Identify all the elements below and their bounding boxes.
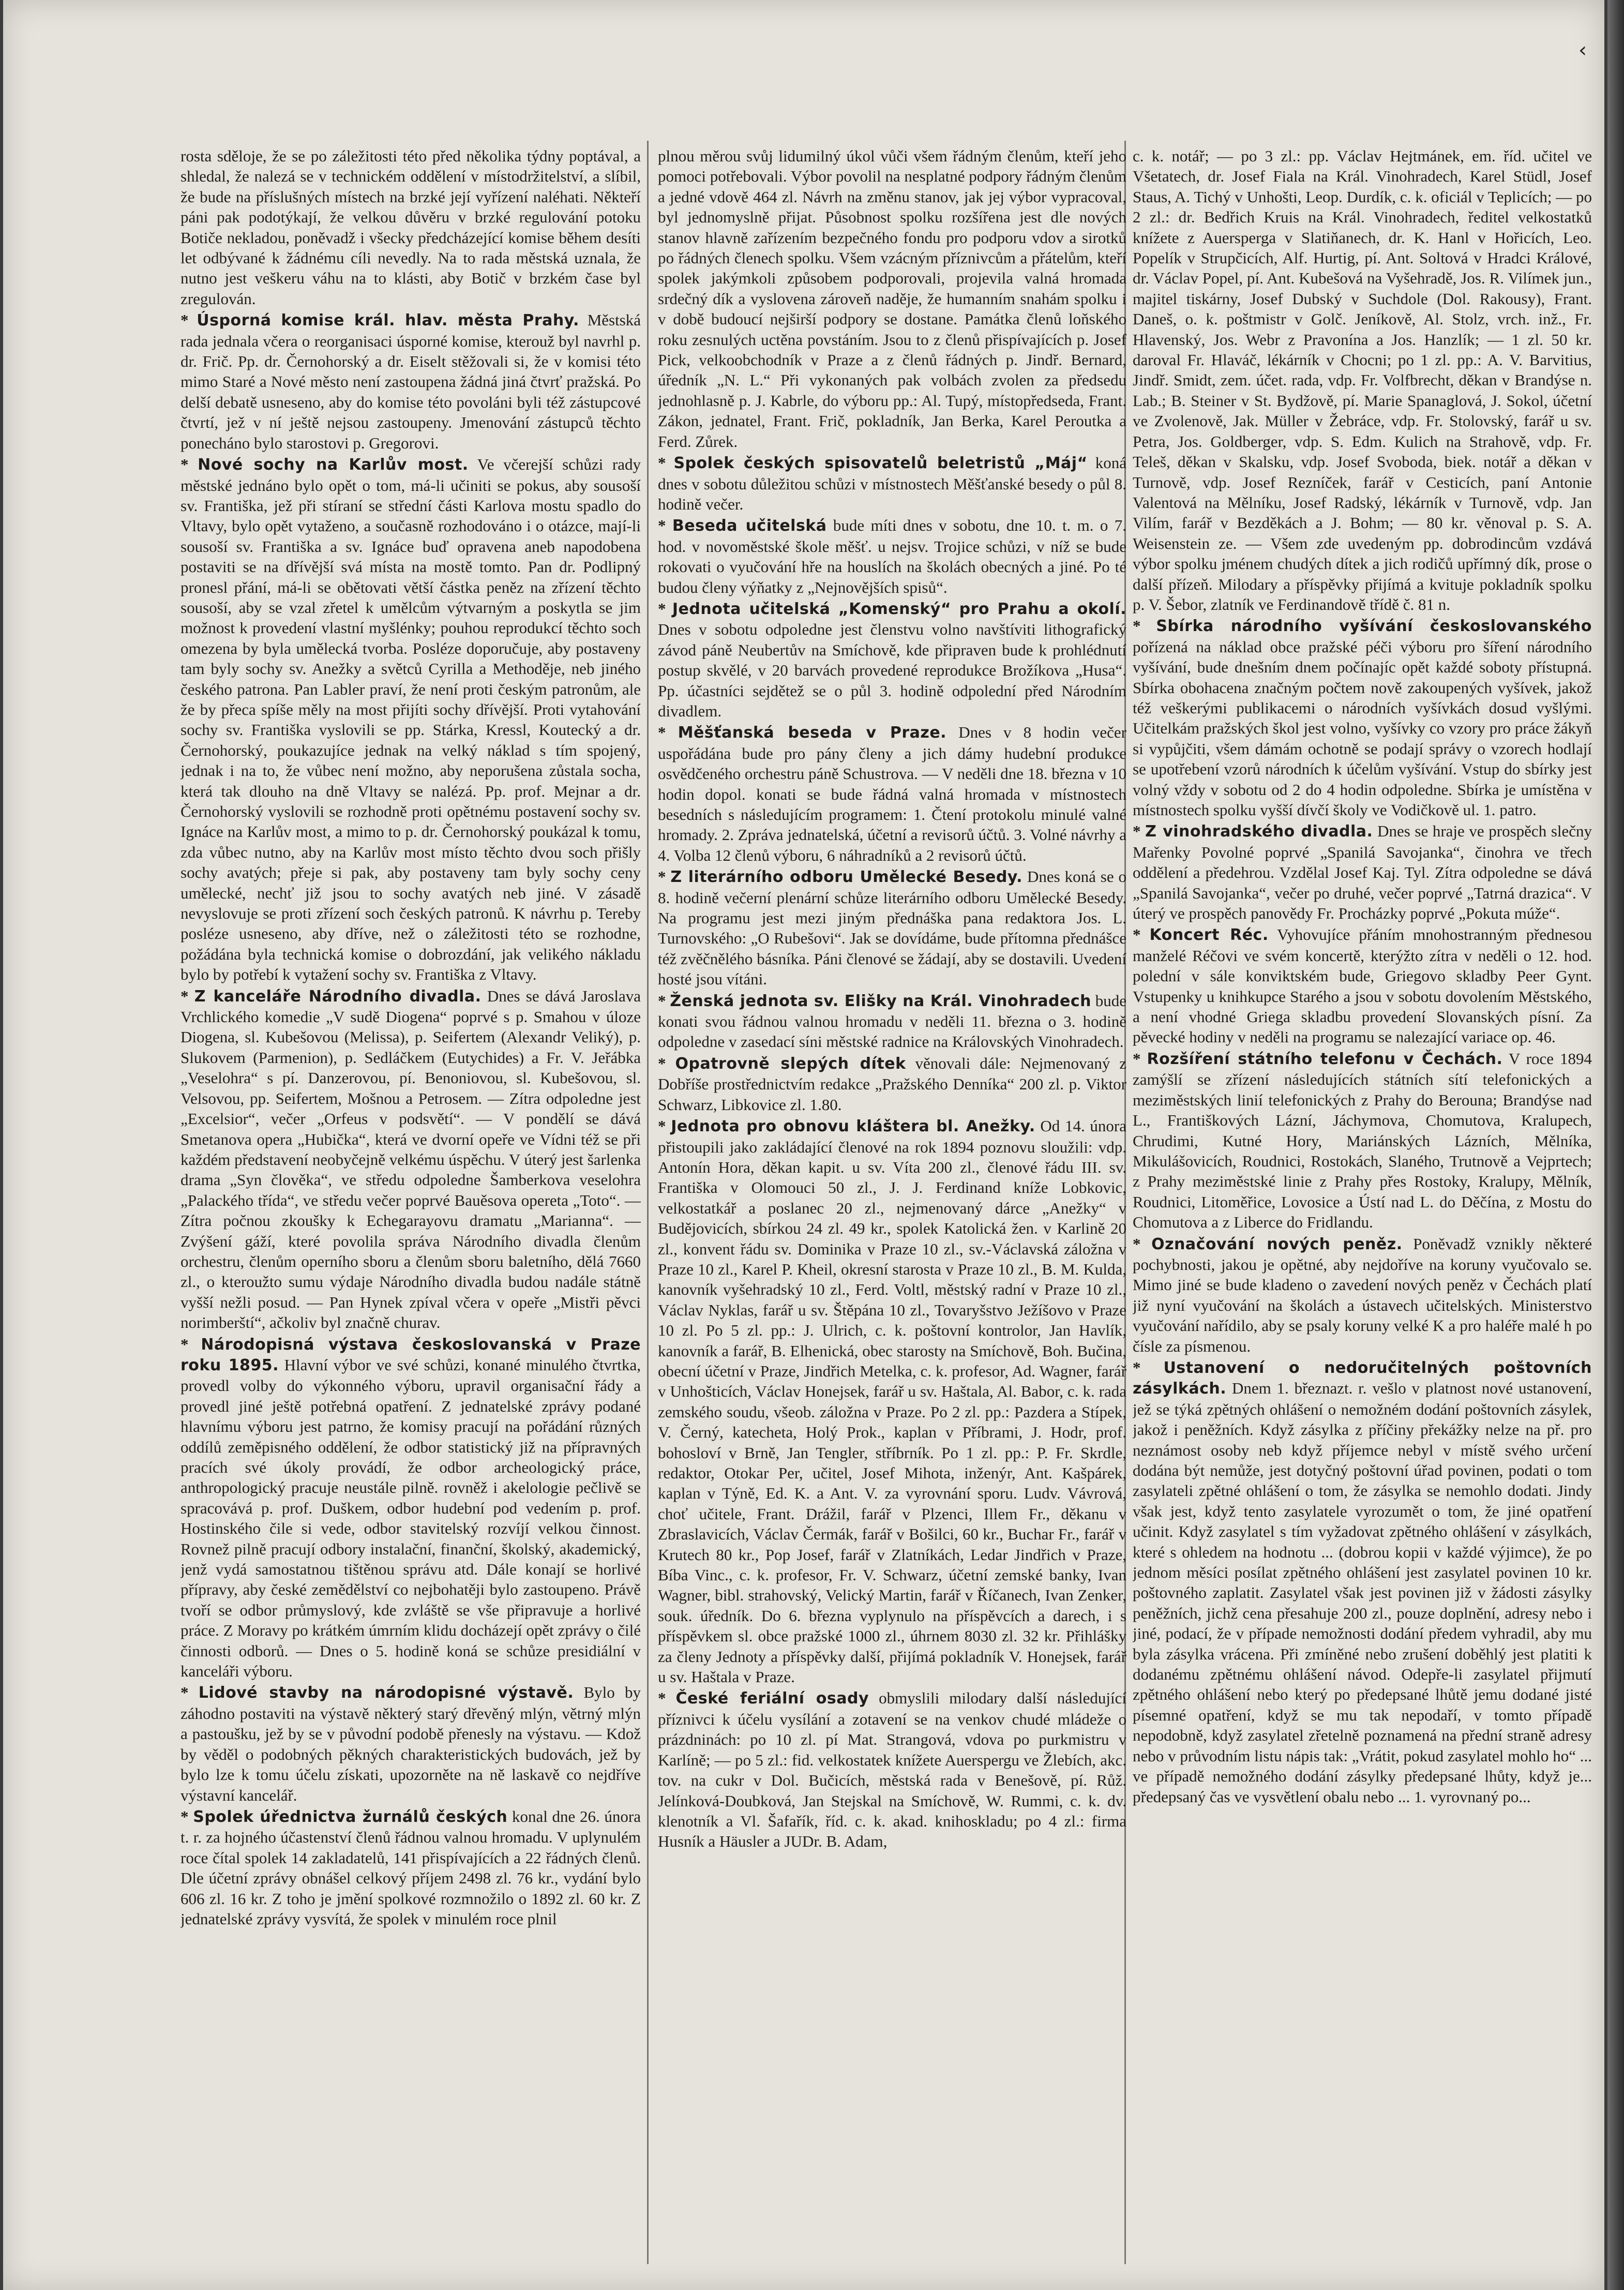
bullet-mark: * (1133, 822, 1146, 841)
article-text: Poněvadž vznikly některé pochybnosti, jakou je opětné, aby nejdoříve na koruny vyučovalo se. Mimo jiné se bude kladeno o zavedení nových peněz v Čechách platí již nyní vyučování na školách a ústavech učitelských. Ministerstvo vyučování nařídilo, aby se psaly koruny velké K a pro haléře malé h po čísle za písmenou. (1133, 1234, 1592, 1355)
article-headline: Z kanceláře Národního divadla. (194, 987, 482, 1006)
article-headline: Národopisná výstava českoslovanská v Praze roku 1895. (181, 1335, 641, 1374)
article-text: konal dne 26. února t. r. za hojného účastenství členů řádnou valnou hromadu. V uplynulém roce čítal spolek 14 zakladatelů, 141 přispívajících a 22 řádných členů. Dle účetní zprávy obnášel celkový příjem 2498 zl. 76 kr., vydání bylo 606 zl. 16 kr. Z toho je jmění spolkové rozmnožilo o 1892 zl. 60 kr. Z jednatelské zprávy vysvítá, že spolek v minulém roce plnil (181, 1807, 641, 1928)
article-headline: Označování nových peněz. (1151, 1235, 1403, 1253)
article-headline: Ženská jednota sv. Elišky na Král. Vinohradech (670, 992, 1091, 1010)
article-text: Dnes koná se o 8. hodině večerní plenární schůze literárního odboru Umělecké Besedy. Na programu jest mezi jiným přednáška pana redaktora Jos. L. Turnovského: „O Rubešovi“. Jak se dovídáme, bude přítomna přednášce též zvěčnělého básníka. Páni členové se žádají, aby se dostavili. Uvedení hosté jsou vítáni. (658, 867, 1126, 989)
article-headline: Nové sochy na Karlův most. (198, 456, 469, 474)
article-text: věnovali dále: Nejmenovaný z Dobříše prostřednictvím redakce „Pražského Denníka“ 200 zl. p. Viktor Schwarz, Libkovice zl. 1.80. (658, 1054, 1126, 1114)
bullet-mark: * (658, 454, 674, 472)
article-item (658, 722, 1126, 865)
article-item (658, 453, 1126, 514)
article-headline: Sbírka národního vyšívání českoslovanského (1156, 617, 1592, 636)
bullet-mark: * (658, 1689, 676, 1708)
article-headline: Jednota učitelská „Komenský“ pro Prahu a okolí. (672, 600, 1126, 618)
article-text: Dnem 1. březnazt. r. vešlo v platnost nové ustanovení, jež se týká zpětných ohlášení o nemožném dodání poštovních zásylek, jakož i peněžních. Když zásylka z příčiny překážky nelze na př. pro neznámost osoby neb když příjemce nebyl v místě svého určení dodána být nemůže, jest dotyčný poštovní úřad povinen, podati o tom zasylateli zpětné ohlášení o tom, že zásylka se nemohlo dodati. Jindy však jest, když tento zasylatele vyrozumět o tom, že jiné opatření učinit. Když zasylatel s tím vyžadovat zpětného ohlášení v zásylkách, které s ohledem na hodnotu ... (dobrou kopii v každé výjimce), že po jednom měsíci posílat zpětného ohlášení jest zasylatel povinen 10 kr. poštovného zaplatit. Zasylatel však jest povinen již v žádosti zásylky peněžních, jichž cena přesahuje 200 zl., pouze doplnění, adresy nebo i jiné, podací, že v případe nemožnosti dodání předem vyhradil, aby mu byla zásylka vrácena. Při zmíněné nebo zrušení doběhlý jest platiti k dodanému zpětnému ohlášení návod. Odepře-li zasylatel přijmutí zpětného ohlášení nebo který po předepsané lhůtě jemu dodané jisté písemné opatření, když se mu tak nepodaří, v tomto případě nepodobně, když zasylatel zřetelně poznamená na přední straně adresy nebo v průvodním listu nápis tak: „Vrátit, pokud zasylatel mohlo ho“ ... ve případě nemožného dodání zásylky předepsané lhůty, když je... předepsaný čas ve vysvětlení obalu nebo ... 1. vyrovnaný po... (1133, 1379, 1592, 1806)
bullet-mark: * (1133, 1234, 1152, 1253)
column-2 (658, 146, 1126, 2256)
article-item (181, 146, 641, 309)
article-text: Ve včerejší schůzi rady městské jednáno bylo opět o tom, má-li učiniti se pokus, aby sousoší sv. Františka, jež při stíraní se střední části Karlova mostu spadlo do Vltavy, bylo opět vytaženo, a současně rozhodováno i o otázce, mají-li sousoší sv. Františka a sv. Ignáce buď opravena aneb napodobena postaviti se na dřívější svá místa na mostě tomto. Pan dr. Podlipný pronesl přání, má-li se obětovati větší částka peněz na zřízení těchto sousoší, aby se vzal zřetel k umělcům výtvarným a poskytla se jim možnost k provedení vlastní myšlénky; pouhou reprodukcí těchto soch omezena by byla umělecká tvorba. Posléze doporučuje, aby postaveny tam byly sochy sv. Anežky a světců Cyrilla a Methoděje, neb jiného českého patrona. Pan Labler praví, že není proti českým patronům, ale že by přeca spíše měly na most přijíti sochy dřívější. Proti vytahování sochy sv. Františka vyslovili se pp. Stárka, Kressl, Koutecký a dr. Černohorský, poukazujíce jednak na velký náklad s tím spojený, jednak i na to, že vůbec není možno, aby neporušena zůstala socha, která tak dlouho na dně Vltavy se nalézá. Pp. prof. Mejnar a dr. Černohorský vyslovili se rozhodně proti opětnému postavení sochy sv. Ignáce na Karlův most, a mimo to p. dr. Černohorský poukázal k tomu, zda vůbec nutno, aby na Karlův most místo těchto dvou soch přišly sochy avatých; přeje si pak, aby postaveny tam byly sochy ceny umělecké, nechť již jsou to sochy avatých neb jiné. V zásadě nevyslovuje se proti zřízení soch českých patronů. K návrhu p. Tereby posléze usneseno, aby dříve, než o záležitosti této se rozhodne, požádána byla technická komise o dobrozdání, jak velikého nákladu bylo by potřebí k vytažení sochy sv. Františka z Vltavy. (181, 455, 641, 984)
newspaper-page (3, 0, 1604, 2290)
article-item (181, 986, 641, 1333)
bullet-mark: * (658, 867, 671, 886)
bullet-mark: * (1133, 617, 1156, 635)
article-text: Hlavní výbor ve své schůzi, konané minulého čtvrtka, provedl volby do výkonného výboru, upravil organisační řády a provedl jiné ještě potřebná opatření. Z jednatelské zprávy podané hlavnímu výboru jest patrno, že komisy pracují na pořádání různých oddílů zeměpisného oddělení, že odbor statistický již na přípravných pracích své úkoly provádí, že odbor archeologický práce, anthropologický pracuje neustále pilně. rovněž i akelologie pečlivě se spracovává p. prof. Duškem, odbor hudební pod vedením p. prof. Hostinského čile si vede, odbor stavitelský rozvíjí velkou činnost. Rovnež pilně pracují odbory instalační, finanční, školský, akademický, jenž vydá samostatnou tištěnou správu atd. Dále konají se horlivé přípravy, aby české zemědělství co nejbohatěji bylo zastoupeno. Právě tvoří se odbor průmyslový, kde zvláště se vše připravuje a horlivé práce. Z Moravy po krátkém úmrním klidu docházejí opět zprávy o čilé činnosti odborů. — Dnes o 5. hodině koná se schůze presidiální v kanceláři výboru. (181, 1355, 641, 1681)
bullet-mark: * (181, 1807, 193, 1825)
bullet-mark: * (181, 311, 197, 330)
article-item (181, 454, 641, 985)
article-text: Městská rada jednala včera o reorganisaci úsporné komise, kterouž byl navrhl p. dr. Frič. Pp. dr. Černohorský a dr. Eiselt stěžovali si, že v komisi této mimo Staré a Nové město není zastoupena žádná jiná čtvrť pražská. Po delší debatě usneseno, aby do komise této povoláni byli též zástupcové čtvrtí, jež v ní ještě nejsou zastoupeny. Jmenování zástupců těchto ponecháno bylo starostovi p. Gregorovi. (181, 311, 641, 452)
article-item (181, 310, 641, 453)
article-text: Dnes v sobotu odpoledne jest členstvu volno navštíviti lithografický závod páně Neubertův na Smíchově, kde připraven bude k prohlédnutí postup skvělé, v 20 barvách provedené reprodukce Brožíkova „Husa“. Pp. účastníci sejdětež se o půl 3. hodině odpolední před Národním divadlem. (658, 620, 1126, 720)
article-item (658, 146, 1126, 452)
article-item (658, 1053, 1126, 1115)
article-headline: Úsporná komise král. hlav. města Prahy. (197, 311, 579, 330)
bullet-mark: * (181, 986, 194, 1005)
article-text: bude konati svou řádnou valnou hromadu v neděli 11. března o 3. hodině odpoledne v zasedací síni městské radnice na Královských Vinohradech. (658, 991, 1126, 1051)
bullet-mark: * (658, 1117, 671, 1135)
bullet-mark: * (658, 991, 670, 1010)
article-item (181, 1334, 641, 1682)
article-headline: Jednota pro obnovu kláštera bl. Anežky. (671, 1117, 1035, 1136)
article-headline: Z vinohradského divadla. (1145, 822, 1373, 841)
article-headline: Měšťanská beseda v Praze. (678, 724, 947, 742)
article-item (181, 1682, 641, 1805)
bullet-mark: * (181, 455, 198, 474)
bullet-mark: * (658, 1054, 675, 1072)
article-headline: Spolek českých spisovatelů beletristů „Máj“ (673, 454, 1088, 473)
article-text: obmyslili milodary další následující příznivci k účelu vysílání a zotavení se na venkov chudé mládeže o prázdninách: po 10 zl. pí Mat. Strangová, vdova po purkmistru v Karlíně; — po 5 zl.: fid. velkostatek knížete Auerspergu ve Žlebích, akc. tov. na cukr v Dol. Bučicích, městská rada v Benešově, pí. Růž. Jelínková-Doubková, Jan Stejskal na Smíchově, W. Rummi, c. k. dv. klenotník a Vl. Šafařík, říd. c. k. akad. knihoskladu; po 4 zl.: firma Husník a Häusler a JUDr. B. Adam, (658, 1689, 1126, 1851)
article-headline: Lidové stavby na národopisné výstavě. (198, 1684, 574, 1702)
column-rule (647, 141, 649, 2264)
bullet-mark: * (1133, 1358, 1164, 1376)
article-text: Vyhovujíce přáním mnohostranným přednesou manželé Réčovi ve svém koncertě, kterýžto zítra v neděli o 12. hod. polední v sále konviktském bude, Griegovo skladby Peer Gynt. Vstupenky u knihkupce Starého a jsou v sobotu dovolením Městského, a není vhodné Griega skladbu provedení Slovanských písní. Za pěvecké hodiny v neděli na programu se nalezající variace op. 46. (1133, 925, 1592, 1046)
page-edge (1607, 0, 1624, 2290)
article-item (1133, 924, 1592, 1047)
article-headline: Z literárního odboru Umělecké Besedy. (670, 868, 1023, 887)
article-headline: Koncert Réc. (1149, 926, 1269, 945)
article-text: plnou měrou svůj lidumilný úkol vůči všem řádným členům, kteří jeho pomoci potřebovali. Výbor povolil na nesplatné podpory řádným členům a jedné vdově 464 zl. Návrh na změnu stanov, jak jej výbor vypracoval, byl jednomyslně přijat. Působnost spolku rozšířena jest dle nových stanov hlavně zařízením bezpečného fondu pro podporu vdov a sirotků po řádných členech spolku. Všem vzácným příznivcům a přátelům, kteří spolek jakýmkoli způsobem podporovali, projevila valná hromada srdečný dík a vyslovena zároveň naděje, že humanním snahám spolku i v době budoucí nejširší podpory se dostane. Památka členů loňského roku zesnulých uctěna povstáním. Jsou to z členů přispívajících p. Josef Pick, velkoobchodník v Praze a z členů řádných p. Jindř. Bernard, úředník „N. L.“ Při vykonaných pak volbách zvolen za předsedu jednohlasně p. J. Kabrle, do výboru pp.: Al. Tupý, místopředseda, Frant. Zákon, jednatel, Frant. Frič, pokladník, Jan Berka, Karel Peroutka a Ferd. Zůrek. (658, 147, 1126, 451)
bullet-mark: * (658, 723, 678, 742)
column-3 (1133, 146, 1592, 2256)
article-item (658, 1116, 1126, 1687)
article-item (658, 991, 1126, 1052)
article-text: Dnes v 8 hodin večer uspořádána bude pro pány členy a jich dámy hudební produkce osvědčeného orchestru páně Schustrova. — V neděli dne 18. března v 10 hodin dopol. konati se bude řádná valná hromada v místnostech besedních s následujícím programem: 1. Čtení protokolu minulé valné hromady. 2. Zpráva jednatelská, účetní a revisorů účtů. 3. Volné návrhy a 4. Volba 12 členů výboru, 6 náhradníků a 2 revisorů účtů. (658, 723, 1126, 864)
article-item (1133, 616, 1592, 820)
bullet-mark: * (1133, 925, 1150, 944)
article-text: V roce 1894 zamýšlí se zřízení následujících státních sítí telefonických a meziměstských linií telefonických z Prahy do Berouna; Brandýse nad L., Františkových Lázní, Jáchymova, Chomutova, Kralupech, Chrudimi, Kutné Hory, Mariánských Lázních, Mělníka, Mikulášovicích, Roudnici, Rostokách, Slaného, Trutnově a Vejprtech; z Prahy meziměstské linie z Prahy přes Rostoky, Kralupy, Mělník, Roudnici, Litoměřice, Lovosice a Ústí nad L. do Děčína, z Mostu do Chomutova a z Liberce do Fridlandu. (1133, 1049, 1592, 1232)
article-item (658, 598, 1126, 721)
article-item (1133, 1357, 1592, 1807)
bullet-mark: * (658, 599, 672, 618)
article-item (181, 1806, 641, 1929)
article-text: pořízená na náklad obce pražské péči výboru pro šíření národního vyšívání, bude dnešním dnem počínajíc opět každé soboty přístupná. Sbírka obohacena značným počtem nově zakoupených vyšívek, jakož též veškerými publikacemi o národních vyšívkách dosud vyšlými. Učitelkám pražských škol jest volno, vyšívky co vzory pro práce žákyň si vypůjčiti, všem dámám ochotně se podají správy o vzorech hodlají se upotřebení vzorů národních k účelům vyšívání. Vstup do sbírky jest volný vždy v sobotu od 2 do 4 hodin odpoledne. Sbírka je umístěna v místnostech spolku vyšší dívčí školy ve Vodičkově ul. 1. patro. (1133, 637, 1592, 819)
bullet-mark: * (181, 1335, 201, 1353)
article-headline: Ustanovení o nedoručitelných poštovních zásylkách. (1133, 1358, 1592, 1398)
article-text: c. k. notář; — po 3 zl.: pp. Václav Hejtmánek, em. říd. učitel ve Všetatech, dr. Josef Fiala na Král. Vinohradech, Karel Stüdl, Josef Staus, A. Tichý v Unhošti, Leop. Durdík, c. k. oficiál v Teplicích; — po 2 zl.: dr. Bedřich Kruis na Král. Vinohradech, ředitel velkostatků knížete z Auersperga v Slatiňanech, dr. K. Hanl v Hořicích, Leo. Popelík v Strupčicích, Alf. Hurtig, pí. Ant. Soltová v Hradci Králové, dr. Václav Popel, pí. Ant. Kubešová na Vyšehradě, Jos. R. Vilímek jun., majitel tiskárny, Josef Dubský v Suchdole (Dol. Rakousy), Frant. Daneš, o. k. poštmistr v Golč. Jeníkově, Al. Stolz, vrch. inž., Fr. Hlavenský, Jos. Webr z Pravonína a Jos. Hanzlík; — 1 zl. 50 kr. daroval Fr. Hlaváč, lékárník v Chocni; po 1 zl. pp.: A. V. Barvitius, Jindř. Smidt, zem. účet. rada, vdp. Fr. Volfbrecht, děkan v Brandýse n. Lab.; B. Steiner v St. Bydžově, pí. Marie Spanaglová, J. Sokol, účetní ve Zvolenově, Jak. Müller v Žebráce, vdp. Fr. Stolovský, farář u sv. Petra, Jos. Goldberger, vdp. S. Edm. Kulich na Strahově, vdp. Fr. Teleš, děkan v Skalsku, vdp. Josef Svoboda, biek. notář a děkan v Turnově, vdp. Josef Rezníček, farář v Cesticích, paní Antonie Valentová na Mělníku, Josef Radský, lékárník v Turnově, vdp. Jan Vilím, farář v Bezděkách a J. Bohm; — 80 kr. věnoval p. S. A. Weisenstein ze. — Všem zde uvedeným pp. dobrodincům vzdává výbor spolku jménem chudých dítek a jich rodičů upřímný dík, prose o další přízeň. Milodary a příspěvky přijímá a kvituje pokladník spolku p. V. Šebor, zlatník ve Ferdinandově třídě č. 81 n. (1133, 147, 1592, 613)
bullet-mark: * (181, 1683, 199, 1702)
article-headline: Beseda učitelská (672, 517, 827, 535)
column-1 (181, 146, 641, 2256)
article-headline: Spolek úřednictva žurnálů českých (193, 1807, 508, 1826)
bullet-mark: * (658, 516, 672, 535)
article-item (658, 515, 1126, 597)
article-text: bude míti dnes v sobotu, dne 10. t. m. o 7. hod. v novoměstské škole měšť. u nejsv. Trojice schůzi, v níž se bude rokovati o vyučování hře na houslích na školách obecných a jiné. Po té budou členy výňatky z „Nejnovějších spisů“. (658, 516, 1126, 596)
article-text: koná dnes v sobotu důležitou schůzi v místnostech Měšťanské besedy o půl 8. hodině večer. (658, 454, 1126, 513)
article-text: Od 14. února přistoupili jako zakládající členové na rok 1894 poznovu sloužili: vdp. Antonín Hora, děkan kapit. u sv. Víta 200 zl., členové řádu III. sv. Františka v Olomouci 50 zl., J. J. Ferdinand kníže Lobkovic, velkostatkář a poslanec 20 zl., nejmenovaný dárce „Anežky“ v Budějovicích, sbírkou 24 zl. 49 kr., spolek Katolická žen. v Karlině 20 zl., konvent řádu sv. Dominika v Praze 10 zl., sv.-Václavská záložna v Praze 10 zl., Karel P. Kheil, okresní starosta v Praze 10 zl., B. M. Kulda, kanovník vyšehradský 10 zl., Ferd. Voltl, městský radní v Praze 10 zl., Václav Nyklas, farář u sv. Štěpána 10 zl., Tovaryšstvo Ježíšovo v Praze 10 zl. Po 5 zl. pp.: J. Ulrich, c. k. poštovní kontrolor, Jan Havlík, kanovník a farář, B. Elhenická, obec starosty na Smíchově, Boh. Bučina, obecní účetní v Praze, Jindřich Metelka, c. k. profesor, Ad. Wagner, farář v Unhošticích, Václav Honejsek, farář u sv. Haštala, Al. Babor, c. k. rada zemského soudu, všeob. záložna v Praze. Po 2 zl. pp.: Pazdera a Stípek, V. Černý, katecheta, Holý Prok., kaplan v Příbrami, J. Hodr, prof. bohosloví v Brně, Jan Tengler, stříbrník. Po 1 zl. pp.: P. Fr. Skrdle, redaktor, Otokar Per, učitel, Josef Mihota, inženýr, Ant. Kašpárek, kaplan v Týně, Ed. K. a Ant. V. za vyrovnání sporu. Ludv. Vávrová, choť učitele, Frant. Drážil, farář v Plzenci, Illem Fr., děkanu v Zbraslavicích, Václav Čermák, farář v Bošilci, 60 kr., Buchar Fr., farář v Krutech 80 kr., Pop Josef, farář v Zlatníkách, Ledar Jindřich v Praze, Bíba Vinc., c. k. profesor, Fr. V. Schwarz, účetní zemské banky, Ivan Wagner, bibl. strahovský, Velický Martin, farář v Říčanech, Ivan Zenker, souk. úředník. Do 6. března vyplynulo na příspěvcích a darech, i s příspěvkem sl. obce pražské 1000 zl., úhrnem 8030 zl. 32 kr. Přihlášky za členy Jednoty a příspěvky další, přijímá pokladník V. Honejsek, farář u sv. Haštala v Praze. (658, 1117, 1126, 1686)
article-text: rosta sděloje, že se po záležitosti této před několika týdny poptával, a shledal, že nalezá se v technickém oddělení v místodržitelství, a slíbil, že bude na příslušných místech na brzké její vyřízení naléhati. Někteří páni pak podotýkají, že velkou důvěru v brzké regulování potoku Botiče nekladou, poněvadž i všecky předcházející komise během desíti let odbývané k žádnému cíli nevedly. Na to rada městská uznala, že nutno jest veškeru váhu na to klásti, aby Botič v brzkém čase byl zregulován. (181, 147, 641, 308)
article-headline: Opatrovně slepých dítek (675, 1054, 906, 1073)
article-item (1133, 1234, 1592, 1356)
article-item (658, 866, 1126, 989)
article-text: Dnes se hraje ve prospěch slečny Mařenky Povolné poprvé „Spanilá Savojanka“, činohra ve třech oddělení a předehrou. Vzdělal Josef Kaj. Tyl. Zítra odpoledne se dává „Spanilá Savojanka“, večer po druhé, večer poprvé „Tatrná drazica“. V úterý ve prospěch panovědy Fr. Procházky poprvé „Pokuta múže“. (1133, 822, 1592, 923)
article-item (1133, 146, 1592, 615)
corner-mark: ‹ (1578, 38, 1587, 62)
article-text: Bylo by záhodno postaviti na výstavě některý starý dřevěný mlýn, větrný mlýn a pastoušku, jež by se v původní podobě přenesly na výstavu. — Kdož by věděl o podobných pěkných charakteristických budovách, jež by bylo lze k tomu účelu získati, upozorněte na ně laskavě co nejdříve výstavní kancelář. (181, 1683, 641, 1804)
article-headline: Rozšíření státního telefonu v Čechách. (1147, 1050, 1503, 1068)
article-text: Dnes se dává Jaroslava Vrchlického komedie „V sudě Diogena“ poprvé s p. Smahou v úloze Diogena, sl. Kubešovou (Melissa), p. Seifertem (Alexandr Veliký), p. Slukovem (Parmenion), p. Sedláčkem (Eutychides) a Fr. V. Jeřábka „Veselohra“ s pí. Danzerovou, pí. Benoniovou, sl. Kubešovou, sl. Velsovou, pp. Seifertem, Mošnou a Petrosem. — Zítra odpoledne jest „Excelsior“, večer „Orfeus v podsvětí“. — V pondělí se dává Smetanova opera „Hubička“, která ve dvorní opeře ve Vídni též se při každém představení neobyčejně velkému úspěchu. V úterý jest šarlenka drama „Syn člověka“, ve středu odpoledne Šamberkova veselohra „Palackého třída“, ve středu večer poprvé Bauěsova opereta „Toto“. — Zítra počnou zkoušky k Echegarayovu dramatu „Marianna“. — Zvýšení gáží, které povolila správa Národního divadla členům orchestru, členům operního sboru a členům sboru baletního, dělá 7660 zl., o kteroužto sumu výdaje Národního divadla budou nadále státně vyšší nežli posud. — Pan Hynek zpíval včera v opeře „Mistři pěvci norimberští“, ačkoliv byl značně churav. (181, 986, 641, 1332)
article-headline: České feriální osady (675, 1689, 869, 1708)
article-item (1133, 1049, 1592, 1233)
bullet-mark: * (1133, 1049, 1147, 1068)
article-item (658, 1688, 1126, 1851)
article-item (1133, 821, 1592, 923)
